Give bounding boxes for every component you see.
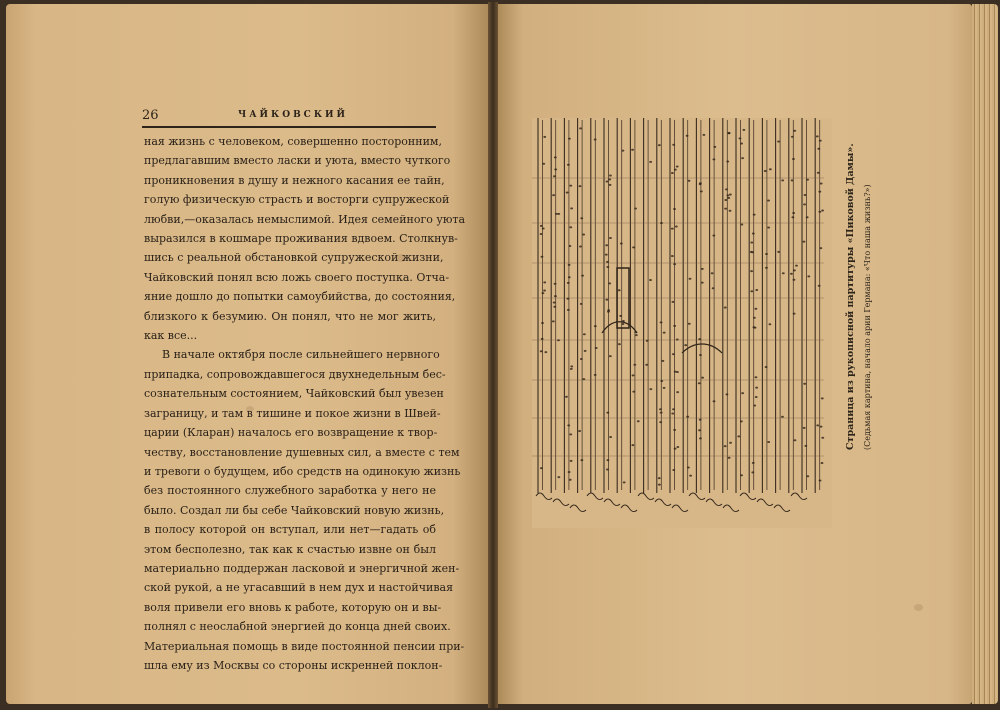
score-note [754, 308, 757, 310]
score-note [739, 137, 742, 139]
score-note [672, 353, 675, 355]
score-note [817, 148, 820, 150]
score-note [621, 150, 624, 152]
score-note [541, 322, 544, 324]
score-note [542, 292, 545, 294]
text-line: В начале октября после сильнейшего нервного [162, 348, 440, 362]
score-note [567, 424, 570, 426]
score-note [688, 323, 691, 325]
figure-caption [845, 143, 885, 480]
text-line: припадка, сопровождавшегося двухнедельным бес- [144, 367, 446, 381]
score-note [792, 158, 795, 160]
text-line: этом бесполезно, так как к счастью извне он был [144, 542, 436, 556]
score-note [698, 338, 701, 340]
score-note [607, 311, 610, 313]
score-note [609, 436, 612, 438]
score-note [817, 172, 820, 174]
score-note [819, 247, 822, 249]
score-note [727, 194, 730, 196]
score-note [794, 439, 797, 441]
text-line: Чайковский понял всю ложь своего поступка. Отча- [144, 270, 450, 284]
score-note [570, 368, 573, 370]
score-note [608, 178, 611, 180]
score-note [579, 245, 582, 247]
score-note [581, 275, 584, 277]
text-line: ная жизнь с человеком, совершенно посторонним, [144, 135, 442, 148]
score-note [567, 309, 570, 311]
score-note [580, 459, 583, 461]
score-note [569, 185, 572, 187]
score-note [567, 282, 570, 284]
score-note [674, 448, 677, 450]
score-note [570, 207, 573, 209]
score-note [807, 275, 810, 277]
score-note [816, 424, 819, 426]
score-note [658, 144, 661, 146]
score-note [660, 380, 663, 382]
score-note [557, 213, 560, 215]
manuscript-score-image [532, 118, 832, 528]
text-line: яние дошло до попытки самоубийства, до состояния, [144, 290, 456, 304]
score-note [769, 168, 772, 170]
score-note [622, 323, 625, 325]
score-note [701, 377, 704, 379]
score-note [803, 427, 806, 429]
score-note [803, 241, 806, 243]
text-line: заграницу, и там в тишине и покое жизни в Швей- [144, 406, 441, 420]
score-note [765, 366, 768, 368]
page-header [142, 108, 436, 128]
score-note [686, 135, 689, 137]
score-note [609, 355, 612, 357]
text-line: честву, восстановление душевных сил, а вместе с тем [144, 445, 460, 459]
score-note [658, 484, 661, 486]
score-note [569, 245, 572, 247]
score-note [782, 272, 785, 274]
score-note [554, 283, 557, 285]
score-note [606, 180, 609, 182]
score-note [584, 350, 587, 352]
score-note [579, 185, 582, 187]
score-note [767, 226, 770, 228]
score-note [544, 351, 547, 353]
score-note [765, 253, 768, 255]
text-line: шись с реальной обстановкой супружеской жизни, [144, 251, 444, 265]
score-note [791, 216, 794, 218]
score-note [659, 408, 662, 410]
score-note [605, 254, 608, 256]
score-note [673, 429, 676, 431]
score-note [554, 295, 557, 297]
body-text [144, 132, 466, 675]
score-note [595, 347, 598, 349]
score-note [645, 364, 648, 366]
score-note [713, 146, 716, 148]
score-note [818, 285, 821, 287]
score-note [568, 264, 571, 266]
score-note [725, 188, 728, 190]
score-note [649, 279, 652, 281]
score-note [557, 476, 560, 478]
text-line: сознательным состоянием, Чайковский был увезен [144, 387, 444, 401]
score-note [819, 480, 822, 482]
score-note [618, 343, 621, 345]
score-note [620, 243, 623, 245]
score-note [555, 213, 558, 215]
score-note [580, 217, 583, 219]
score-note [606, 412, 609, 414]
score-note [724, 306, 727, 308]
score-note [767, 200, 770, 202]
score-note [821, 462, 824, 464]
score-note [793, 269, 796, 271]
text-line: голую физическую страсть и восторги супружеской [144, 193, 450, 207]
score-note [724, 208, 727, 210]
score-note [755, 396, 758, 398]
score-note [540, 350, 543, 352]
score-note [806, 475, 809, 477]
score-note [676, 446, 679, 448]
score-note [619, 315, 622, 317]
score-note [672, 408, 675, 410]
score-note [672, 469, 675, 471]
score-note [568, 471, 571, 473]
score-note [676, 391, 679, 393]
score-note [671, 413, 674, 415]
score-note [632, 391, 635, 393]
score-note [580, 358, 583, 360]
score-note [606, 469, 609, 471]
score-note [673, 325, 676, 327]
score-note [606, 459, 609, 461]
score-note [751, 471, 754, 473]
score-note [699, 419, 702, 421]
score-note [634, 207, 637, 209]
score-note [755, 376, 758, 378]
score-note [554, 156, 557, 158]
score-note [579, 127, 582, 129]
score-note [753, 317, 756, 319]
score-note [689, 278, 692, 280]
score-note [804, 194, 807, 196]
text-line: воля привели его вновь к работе, которую он и вы- [144, 600, 442, 614]
score-note [724, 445, 727, 447]
score-note [740, 143, 743, 145]
score-note [543, 136, 546, 138]
score-note [553, 306, 556, 308]
score-note [633, 364, 636, 366]
score-note [632, 374, 635, 376]
score-note [713, 158, 716, 160]
score-note [565, 396, 568, 398]
score-note [753, 214, 756, 216]
score-note [569, 479, 572, 481]
score-note [672, 144, 675, 146]
score-note [684, 344, 687, 346]
score-note [660, 412, 663, 414]
score-note [660, 321, 663, 323]
score-note [671, 172, 674, 174]
text-line: полнял с неослабной энергией до конца дней своих. [144, 620, 451, 634]
score-note [557, 339, 560, 341]
score-note [750, 290, 753, 292]
page-edges [972, 4, 998, 704]
score-note [543, 290, 546, 292]
score-note [646, 340, 649, 342]
text-line: любви,—оказалась немыслимой. Идея семейного уюта [144, 212, 466, 226]
score-note [663, 332, 666, 334]
score-note [701, 268, 704, 270]
score-note [803, 203, 806, 205]
score-note [543, 281, 546, 283]
score-note [790, 273, 793, 275]
score-note [768, 323, 771, 325]
score-note [819, 140, 822, 142]
score-note [618, 289, 621, 291]
score-note [795, 265, 798, 267]
text-line: было. Создал ли бы себе Чайковский новую жизнь, [144, 503, 445, 517]
score-note [700, 190, 703, 192]
score-note [818, 191, 821, 193]
score-note [699, 354, 702, 356]
score-note [712, 287, 715, 289]
text-line: близкого к безумию. Он понял, что не мог жить, [144, 309, 436, 323]
score-note [606, 266, 609, 268]
score-note [713, 400, 716, 402]
score-note [803, 383, 806, 385]
score-note [568, 276, 571, 278]
score-note [688, 180, 691, 182]
score-note [674, 371, 677, 373]
score-note [609, 237, 612, 239]
score-note [687, 467, 690, 469]
score-note [671, 228, 674, 230]
score-note [701, 282, 704, 284]
score-note [821, 209, 824, 211]
score-note [637, 420, 640, 422]
score-note [569, 226, 572, 228]
score-note [542, 163, 545, 165]
score-note [609, 174, 612, 176]
score-note [792, 212, 795, 214]
text-line: в полосу которой он вступал, или нет—гадать об [144, 523, 436, 537]
score-note [540, 225, 543, 227]
score-note [781, 416, 784, 418]
score-note [582, 234, 585, 236]
score-note [777, 140, 780, 142]
score-note [631, 444, 634, 446]
text-line: царии (Кларан) началось его возвращение к твор- [144, 426, 438, 440]
score-note [741, 157, 744, 159]
score-note [569, 433, 572, 435]
score-note [631, 149, 634, 151]
score-note [649, 388, 652, 390]
score-note [806, 216, 809, 218]
score-background [532, 118, 832, 528]
score-note [753, 405, 756, 407]
score-note [698, 382, 701, 384]
score-note [821, 437, 824, 439]
score-note [791, 136, 794, 138]
score-note [541, 338, 544, 340]
score-note [740, 474, 743, 476]
score-note [806, 179, 809, 181]
score-note [750, 270, 753, 272]
score-note [755, 289, 758, 291]
score-note [570, 460, 573, 462]
score-note [542, 227, 545, 229]
score-note [818, 211, 821, 213]
score-note [729, 210, 732, 212]
score-note [567, 298, 570, 300]
score-note [752, 462, 755, 464]
score-note [742, 129, 745, 131]
text-line: Материальная помощь в виде постоянной пенсии при- [144, 639, 465, 653]
text-line: проникновения в душу и нежного касания ее тайн, [144, 173, 445, 187]
score-note [767, 441, 770, 443]
score-note [582, 378, 585, 380]
score-note [752, 232, 755, 234]
score-note [724, 199, 727, 201]
score-note [777, 251, 780, 253]
score-note [552, 194, 555, 196]
score-note [673, 263, 676, 265]
score-note [740, 420, 743, 422]
score-note [608, 282, 611, 284]
score-note [699, 183, 702, 185]
score-note [594, 374, 597, 376]
score-note [673, 208, 676, 210]
score-note [594, 138, 597, 140]
score-note [804, 445, 807, 447]
score-note [793, 313, 796, 315]
score-note [661, 360, 664, 362]
score-note [663, 387, 666, 389]
score-note [816, 135, 819, 137]
score-note [755, 387, 758, 389]
score-note [699, 437, 702, 439]
score-note [753, 326, 756, 328]
score-note [689, 475, 692, 477]
text-line: выразился в кошмаре проживания вдвоем. Столкнув- [144, 232, 458, 246]
score-note [791, 179, 794, 181]
score-note [552, 320, 555, 322]
score-note [632, 246, 635, 248]
score-note [649, 161, 652, 163]
score-note [676, 338, 679, 340]
caption-main: Страница из рукописной партитуры «Пиковой Дамы». [845, 143, 856, 450]
score-note [765, 267, 768, 269]
score-note [764, 170, 767, 172]
score-note [712, 235, 715, 237]
score-note [540, 233, 543, 235]
score-note [750, 241, 753, 243]
score-note [729, 442, 732, 444]
book-gutter [488, 2, 498, 708]
score-note [821, 397, 824, 399]
score-note [540, 467, 543, 469]
score-note [660, 222, 663, 224]
text-line: материально поддержан ласковой и энергичной жен- [144, 561, 460, 575]
caption-sub: (Седьмая картина, начало арии Германа: «Что наша жизнь?») [863, 184, 872, 450]
score-note [659, 421, 662, 423]
score-note [672, 301, 675, 303]
score-note [728, 457, 731, 459]
text-line: без постоянного служебного заработка у него не [144, 484, 436, 498]
score-note [793, 279, 796, 281]
score-note [567, 164, 570, 166]
score-note [605, 244, 608, 246]
score-note [674, 169, 677, 171]
score-note [594, 325, 597, 327]
score-note [675, 225, 678, 227]
score-note [750, 251, 753, 253]
score-note [554, 168, 557, 170]
score-note [553, 175, 556, 177]
paper-stain [914, 604, 923, 611]
score-note [727, 197, 730, 199]
score-note [609, 184, 612, 186]
score-note [726, 393, 729, 395]
text-line: и тревоги о будущем, ибо средств на одинокую жизнь [144, 464, 461, 478]
score-note [781, 179, 784, 181]
score-note [737, 435, 740, 437]
text-line: шла ему из Москвы со стороны искренней поклон- [144, 658, 443, 672]
score-note [568, 138, 571, 140]
score-note [698, 429, 701, 431]
score-note [740, 223, 743, 225]
score-note [729, 193, 732, 195]
score-note [623, 481, 626, 483]
score-note [671, 255, 674, 257]
score-note [741, 392, 744, 394]
score-note [820, 426, 823, 428]
text-line: ской рукой, а не угасавший в нем дух и настойчивая [144, 581, 454, 595]
score-note [553, 302, 556, 304]
score-note [606, 261, 609, 263]
page-number: 26 [142, 108, 159, 123]
score-note [580, 303, 583, 305]
score-note [635, 334, 638, 336]
score-note [676, 166, 679, 168]
score-note [686, 416, 689, 418]
score-note [702, 134, 705, 136]
score-note [605, 299, 608, 301]
score-note [820, 182, 823, 184]
score-note [728, 132, 731, 134]
text-line: как все... [144, 329, 198, 343]
score-note [726, 161, 729, 163]
running-title: ЧАЙКОВСКИЙ [238, 110, 349, 120]
score-note [583, 333, 586, 335]
score-note [793, 130, 796, 132]
score-note [566, 192, 569, 194]
score-note [578, 430, 581, 432]
score-note [541, 256, 544, 258]
text-line: предлагавшим вместо ласки и уюта, вместо чуткого [144, 154, 451, 168]
score-note [711, 272, 714, 274]
score-note [570, 365, 573, 367]
score-note [658, 477, 661, 479]
